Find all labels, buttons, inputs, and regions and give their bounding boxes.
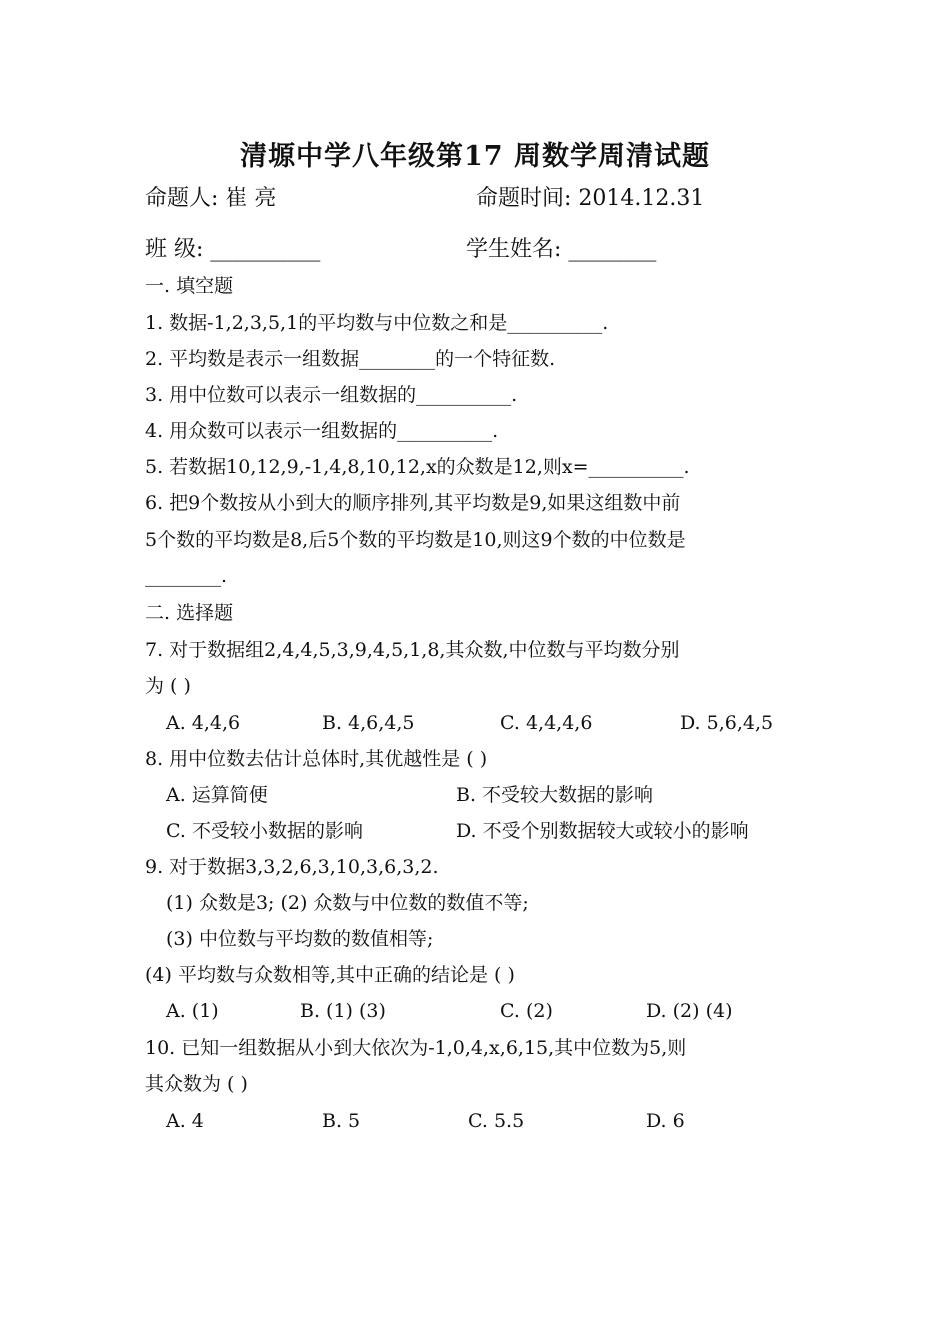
question-9: 9. 对于数据3,3,2,6,3,10,3,6,3,2. [145,856,439,878]
question-7-option-c: C. 4,4,4,6 [500,712,593,734]
question-8: 8. 用中位数去估计总体时,其优越性是 ( ) [145,748,488,770]
student-name-label: 学生姓名: ________ [466,237,657,262]
section-heading-fill-blank: 一. 填空题 [145,275,234,297]
question-7-line-2: 为 ( ) [145,675,191,697]
question-9-option-a: A. (1) [166,1000,219,1022]
question-8-option-d: D. 不受个别数据较大或较小的影响 [456,820,749,842]
question-9-statement-4: (4) 平均数与众数相等,其中正确的结论是 ( ) [145,964,515,986]
question-10-option-a: A. 4 [166,1110,204,1132]
question-3: 3. 用中位数可以表示一组数据的__________. [145,384,518,406]
question-7-option-b: B. 4,6,4,5 [322,712,415,734]
question-6-line-2: 5个数的平均数是8,后5个数的平均数是10,则这9个数的中位数是 [145,529,686,551]
question-7-line-1: 7. 对于数据组2,4,4,5,3,9,4,5,1,8,其众数,中位数与平均数分别 [145,639,680,661]
question-7-option-a: A. 4,4,6 [166,712,241,734]
question-9-statement-3: (3) 中位数与平均数的数值相等; [166,928,434,950]
question-7-option-d: D. 5,6,4,5 [680,712,774,734]
question-10-option-d: D. 6 [646,1110,685,1132]
question-9-option-d: D. (2) (4) [646,1000,733,1022]
question-10-option-b: B. 5 [322,1110,361,1132]
question-9-option-b: B. (1) (3) [300,1000,386,1022]
question-6-line-1: 6. 把9个数按从小到大的顺序排列,其平均数是9,如果这组数中前 [145,492,681,514]
question-10-line-1: 10. 已知一组数据从小到大依次为-1,0,4,x,6,15,其中位数为5,则 [145,1037,687,1059]
question-4: 4. 用众数可以表示一组数据的__________. [145,420,499,442]
question-5: 5. 若数据10,12,9,-1,4,8,10,12,x的众数是12,则x=__________. [145,456,690,478]
question-10-option-c: C. 5.5 [468,1110,525,1132]
question-1: 1. 数据-1,2,3,5,1的平均数与中位数之和是__________. [145,312,609,334]
question-6-line-3: ________. [145,565,228,587]
question-2: 2. 平均数是表示一组数据________的一个特征数. [145,348,556,370]
section-heading-choice: 二. 选择题 [145,602,234,624]
question-9-option-c: C. (2) [500,1000,553,1022]
question-8-option-c: C. 不受较小数据的影响 [166,820,363,842]
author-label: 命题人: 崔 亮 [145,186,277,211]
question-10-line-2: 其众数为 ( ) [145,1073,248,1095]
question-8-option-b: B. 不受较大数据的影响 [456,784,654,806]
time-label: 命题时间: 2014.12.31 [476,186,705,211]
class-label: 班 级: __________ [145,237,321,262]
question-9-statement-1-2: (1) 众数是3; (2) 众数与中位数的数值不等; [166,892,529,914]
question-8-option-a: A. 运算简便 [166,784,268,806]
page-title: 清塬中学八年级第17 周数学周清试题 [240,141,710,172]
